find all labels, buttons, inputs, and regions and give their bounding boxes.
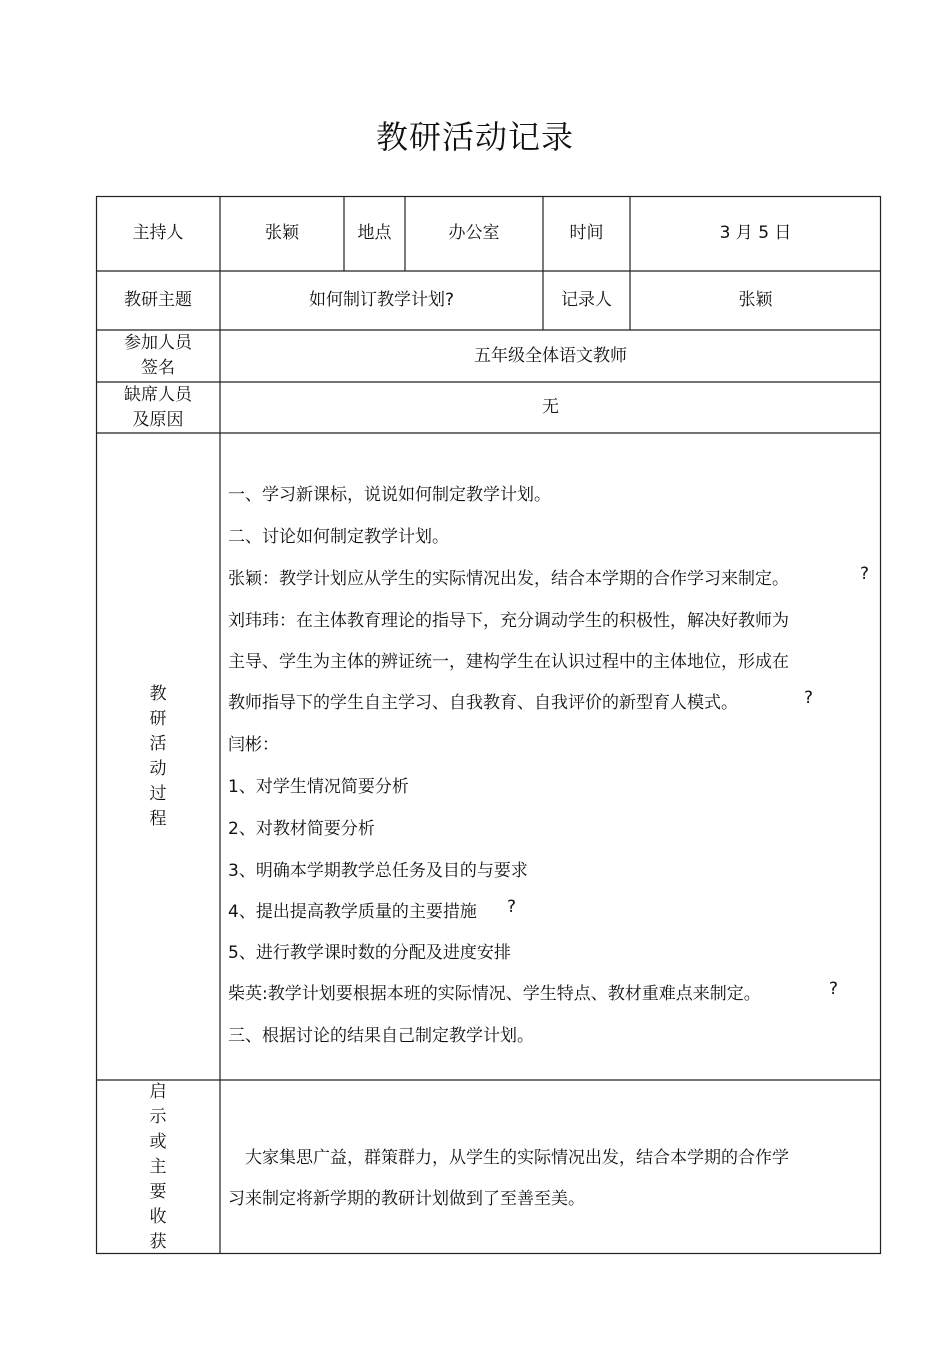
process-line: 张颖：教学计划应从学生的实际情况出发，结合本学期的合作学习来制定。 bbox=[228, 569, 789, 589]
process-label-char: 动 bbox=[149, 758, 167, 779]
insight-label-char: 要 bbox=[149, 1181, 167, 1202]
absent-value: 无 bbox=[542, 397, 559, 417]
recorder-label: 记录人 bbox=[561, 290, 612, 310]
absent-label-line2: 及原因 bbox=[132, 409, 184, 430]
recorder-value: 张颖 bbox=[738, 290, 773, 310]
insight-label-char: 示 bbox=[149, 1106, 167, 1127]
process-line: 2、对教材简要分析 bbox=[228, 819, 375, 839]
insight-label-char: 收 bbox=[149, 1206, 167, 1227]
process-line: 二、讨论如何制定教学计划。 bbox=[228, 527, 449, 547]
time-label: 时间 bbox=[569, 223, 604, 243]
host-label: 主持人 bbox=[132, 223, 184, 243]
absent-label-line1: 缺席人员 bbox=[124, 384, 192, 405]
process-line: 4、提出提高教学质量的主要措施 bbox=[228, 902, 477, 922]
participants-label bbox=[96, 330, 220, 382]
process-line: 三、根据讨论的结果自己制定教学计划。 bbox=[228, 1026, 534, 1046]
process-label-char: 活 bbox=[149, 733, 167, 754]
participants-value: 五年级全体语文教师 bbox=[474, 345, 627, 366]
process-line: 刘玮玮：在主体教育理论的指导下，充分调动学生的积极性，解决好教师为 bbox=[228, 611, 789, 631]
process-line: 3、明确本学期教学总任务及目的与要求 bbox=[228, 861, 528, 881]
insight-label-char: 或 bbox=[149, 1131, 167, 1152]
host-value: 张颖 bbox=[265, 223, 299, 243]
time-value: 3 月 5 日 bbox=[719, 223, 792, 243]
topic-label: 教研主题 bbox=[124, 290, 192, 310]
process-line: 主导、学生为主体的辨证统一，建构学生在认识过程中的主体地位，形成在 bbox=[228, 652, 789, 672]
page-title: 教研活动记录 bbox=[375, 118, 574, 156]
topic-value: 如何制订教学计划? bbox=[308, 290, 455, 310]
process-line: 一、学习新课标，说说如何制定教学计划。 bbox=[228, 485, 551, 505]
process-label-char: 过 bbox=[149, 783, 167, 804]
unknown-glyph-mark: ? bbox=[507, 897, 517, 917]
process-line: 闫彬： bbox=[228, 735, 279, 755]
participants-label-line2: 签名 bbox=[141, 358, 175, 378]
process-label-char: 研 bbox=[149, 708, 167, 729]
process-label-char: 教 bbox=[149, 683, 167, 704]
insight-label-char: 启 bbox=[149, 1081, 167, 1102]
process-line: 教师指导下的学生自主学习、自我教育、自我评价的新型育人模式。 bbox=[228, 693, 738, 713]
insight-label-char: 获 bbox=[149, 1231, 167, 1252]
process-line: 1、对学生情况简要分析 bbox=[228, 777, 409, 797]
process-label bbox=[96, 433, 220, 1080]
insight-label bbox=[96, 1080, 220, 1254]
process-line: 柴英:教学计划要根据本班的实际情况、学生特点、教材重难点来制定。 bbox=[228, 984, 761, 1004]
insight-label-char: 主 bbox=[149, 1156, 167, 1177]
location-value: 办公室 bbox=[448, 223, 500, 243]
process-line: 5、进行教学课时数的分配及进度安排 bbox=[228, 943, 511, 963]
participants-label-line1: 参加人员 bbox=[124, 333, 192, 353]
absent-label bbox=[96, 382, 220, 433]
unknown-glyph-mark: ? bbox=[829, 979, 839, 999]
insight-line: 大家集思广益，群策群力，从学生的实际情况出发，结合本学期的合作学 bbox=[245, 1148, 789, 1168]
unknown-glyph-mark: ? bbox=[860, 564, 870, 584]
unknown-glyph-mark: ? bbox=[804, 688, 814, 708]
location-label: 地点 bbox=[357, 223, 392, 243]
process-label-char: 程 bbox=[149, 808, 167, 829]
insight-line: 习来制定将新学期的教研计划做到了至善至美。 bbox=[228, 1189, 585, 1209]
